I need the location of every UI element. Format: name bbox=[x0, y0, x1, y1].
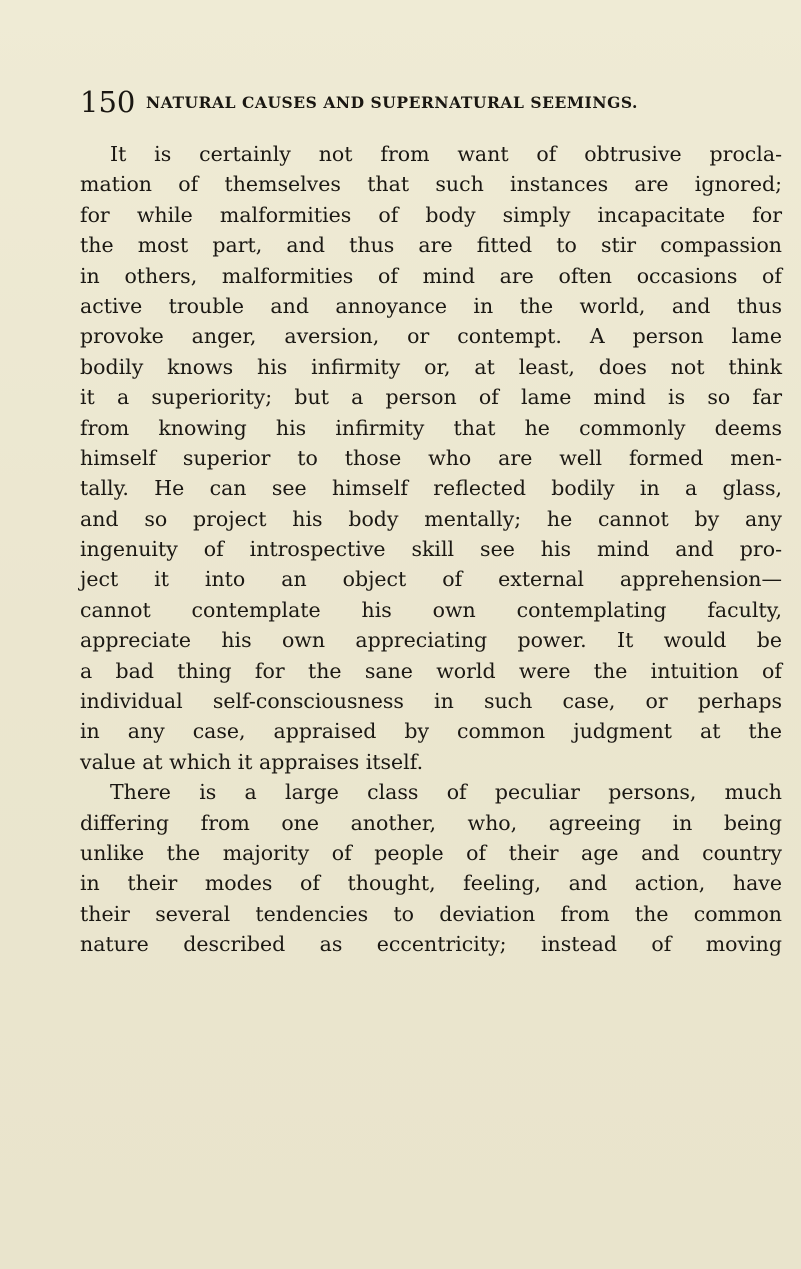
text-line: from knowing his infirmity that he commonly deems bbox=[80, 415, 782, 440]
text-line: and so project his body mentally; he cannot by any bbox=[80, 506, 782, 531]
text-line: a bad thing for the sane world were the intuition of bbox=[80, 658, 782, 683]
text-line: tally. He can see himself reflected bodily in a glass, bbox=[80, 476, 782, 501]
text-line: the most part, and thus are fitted to stir compassion bbox=[80, 233, 782, 258]
paragraph bbox=[80, 139, 782, 777]
text-line: differing from one another, who, agreeing in being bbox=[80, 810, 782, 835]
text-line: individual self-consciousness in such case, or perhaps bbox=[80, 689, 782, 714]
text-line: ingenuity of introspective skill see his mind and pro- bbox=[80, 537, 782, 562]
page-number: 150 bbox=[80, 85, 136, 119]
text-line: for while malformities of body simply incapacitate for bbox=[80, 202, 782, 227]
text-line: in any case, appraised by common judgment at the bbox=[80, 719, 782, 744]
text-line: it a superiority; but a person of lame mind is so far bbox=[80, 385, 782, 410]
running-title: NATURAL CAUSES AND SUPERNATURAL SEEMINGS. bbox=[146, 93, 638, 112]
text-line: in their modes of thought, feeling, and action, have bbox=[80, 871, 782, 896]
text-line: himself superior to those who are well formed men- bbox=[80, 445, 782, 470]
text-line: It is certainly not from want of obtrusive procla- bbox=[110, 142, 782, 166]
paragraph bbox=[80, 777, 782, 959]
text-line: provoke anger, aversion, or contempt. A person lame bbox=[80, 324, 782, 349]
running-head bbox=[80, 84, 770, 124]
text-line: value at which it appraises itself. bbox=[80, 749, 424, 774]
text-line: nature described as eccentricity; instead of moving bbox=[80, 932, 782, 957]
body-text bbox=[80, 139, 782, 960]
text-line: active trouble and annoyance in the world, and thus bbox=[80, 293, 782, 318]
text-line: cannot contemplate his own contemplating faculty, bbox=[80, 597, 782, 622]
text-line: appreciate his own appreciating power. It would be bbox=[80, 628, 782, 653]
text-line: bodily knows his infirmity or, at least, does not think bbox=[80, 354, 782, 379]
text-line: ject it into an object of external apprehension— bbox=[80, 567, 782, 592]
text-line: There is a large class of peculiar persons, much bbox=[110, 780, 782, 805]
text-line: unlike the majority of people of their age and country bbox=[80, 840, 782, 865]
text-line: mation of themselves that such instances are ignored; bbox=[80, 172, 782, 197]
text-line: in others, malformities of mind are often occasions of bbox=[80, 263, 782, 288]
text-line: their several tendencies to deviation from the common bbox=[80, 901, 782, 926]
